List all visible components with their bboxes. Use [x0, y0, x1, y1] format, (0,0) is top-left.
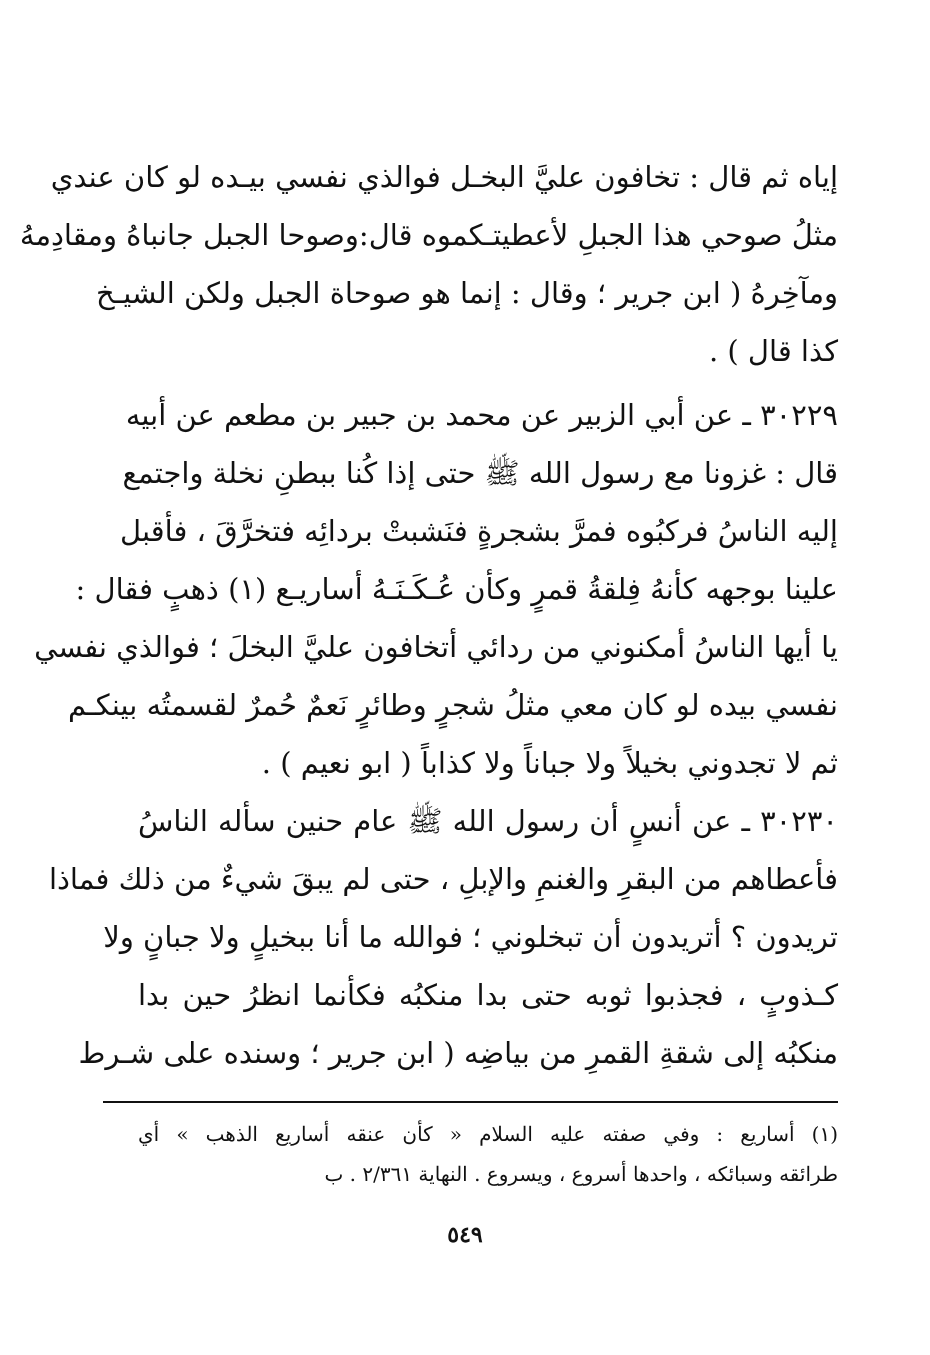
text-line: تريدون ؟ أتريدون أن تبخلوني ؛ فوالله ما أنا ببخيلٍ ولا جبانٍ ولا — [103, 920, 838, 954]
text-line: كذا قال ) . — [708, 334, 838, 368]
text-line: نفسي بيده لو كان معي مثلُ شجرٍ وطائرٍ نَعمٌ حُمرٌ لقسمتُه بينكـم — [67, 688, 838, 722]
text-line: إليه الناسُ فركبُوه فمرَّ بشجرةٍ فنَشبتْ بردائِه فتخرَّقَ ، فأقبل — [120, 514, 838, 548]
text-line: يا أيها الناسُ أمكنوني من ردائي أتخافون عليَّ البخلَ ؛ فوالذي نفسي — [34, 630, 838, 664]
hadith-30229-heading: ٣٠٢٢٩ ـ عن أبي الزبير عن محمد بن جبير بن مطعم عن أبيه — [125, 398, 838, 432]
page-number: ٥٤٩ — [447, 1222, 483, 1248]
text-line: قال : غزونا مع رسول الله ﷺ حتى إذا كُنا ببطنِ نخلة واجتمع — [122, 456, 838, 490]
footnote-line: (١) أساريع : وفي صفته عليه السلام « كأن عنقه أساريع الذهب » أي — [138, 1122, 838, 1146]
text-line: علينا بوجهه كأنهُ فِلقةُ قمرٍ وكأن عُـكَـنَـهُ أساريـع (١) ذهبٍ فقال : — [75, 572, 838, 606]
footnotes-block — [138, 1114, 838, 1194]
footnote-line: طرائقه وسبائكه ، واحدها أسروع ، ويسروع . النهاية ٢/٣٦١ . ب — [324, 1162, 838, 1186]
text-line: كـذوبٍ ، فجذبوا ثوبه حتى بدا منكبُه فكأنما انظرُ حين بدا — [138, 978, 838, 1012]
text-line: منكبُه إلى شقةِ القمرِ من بياضِه ( ابن جرير ؛ وسنده على شـرط — [78, 1036, 838, 1070]
text-line: فأعطاهم من البقرِ والغنمِ والإبلِ ، حتى لم يبقَ شيءٌ من ذلك فماذا — [48, 862, 838, 896]
main-text-block — [19, 148, 838, 1082]
hadith-30230-heading: ٣٠٢٣٠ ـ عن أنسٍ أن رسول الله ﷺ عام حنين سأله الناسُ — [138, 804, 838, 838]
text-line: ومآخِرهُ ( ابن جرير ؛ وقال : إنما هو صوحاة الجبل ولكن الشيـخ — [96, 276, 838, 310]
footnote-divider — [103, 1101, 838, 1103]
text-line: مثلُ صوحي هذا الجبلِ لأعطيتـكموه قال:وصوحا الجبل جانباهُ ومقادِمهُ — [19, 218, 838, 252]
text-line: إياه ثم قال : تخافون عليَّ البخـل فوالذي نفسي بيـده لو كان عندي — [50, 160, 838, 194]
text-line: ثم لا تجدوني بخيلاً ولا جباناً ولا كذاباً ( ابو نعيم ) . — [261, 746, 838, 780]
